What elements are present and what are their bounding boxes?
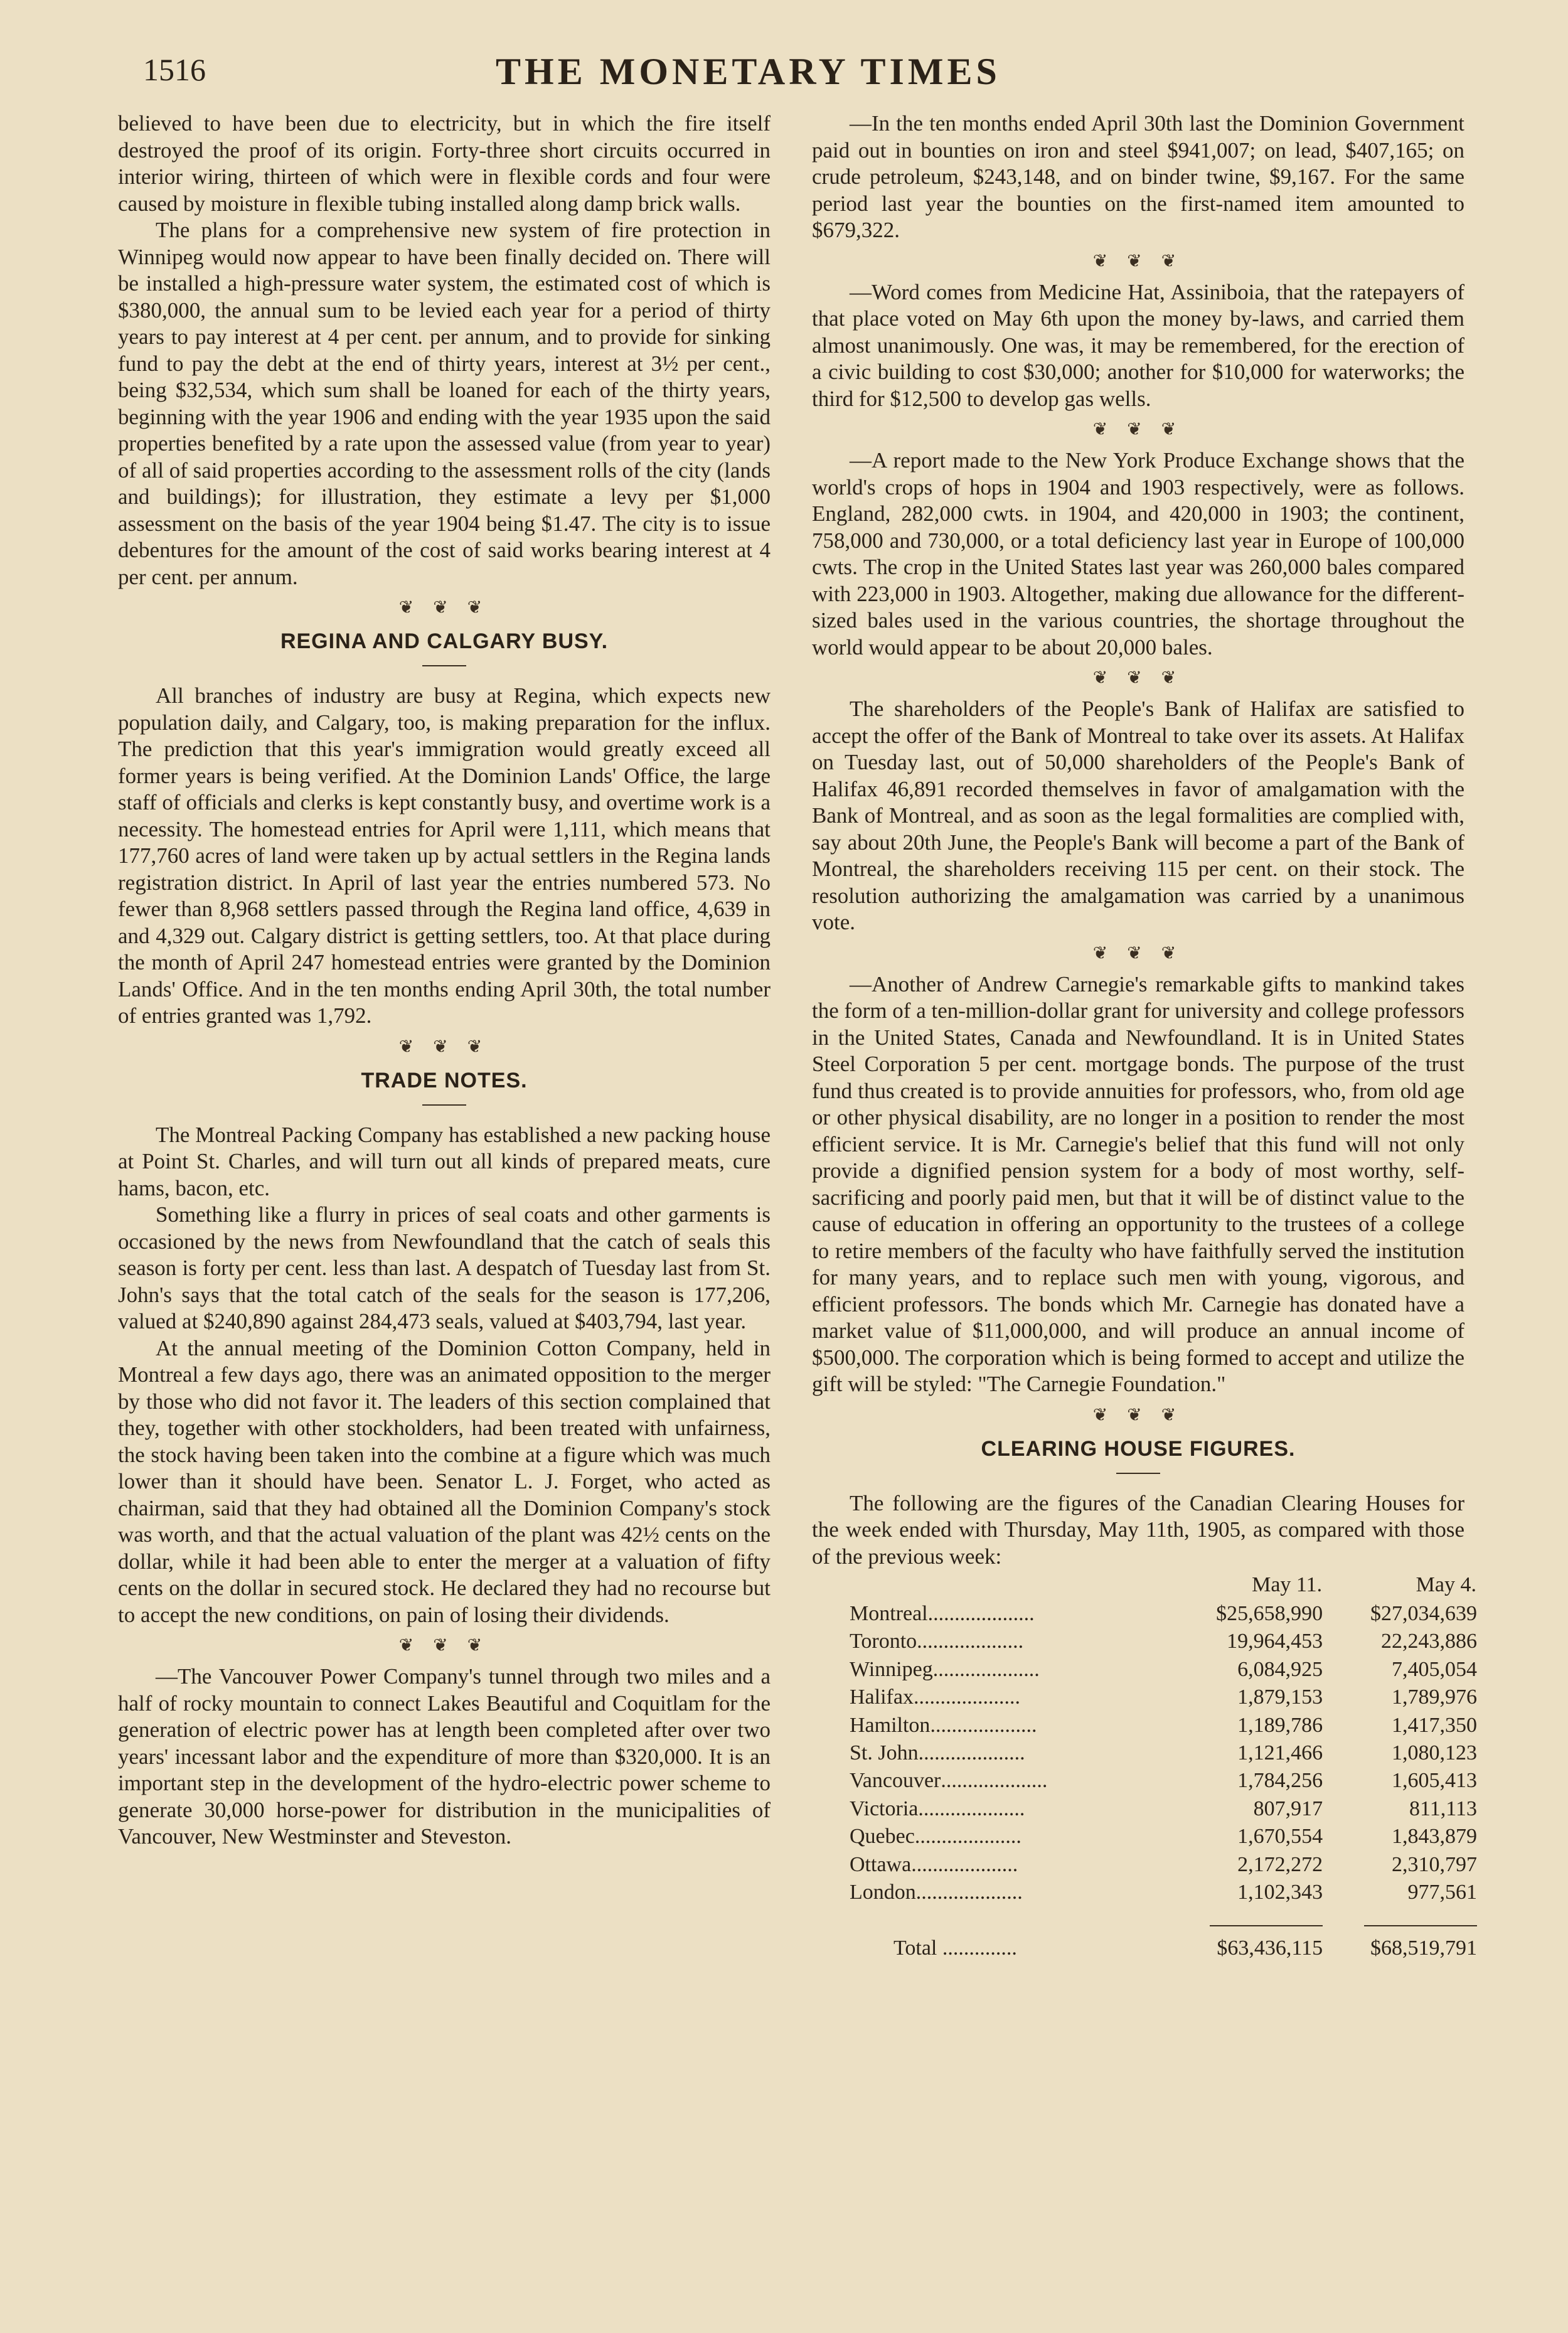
value-may4: 7,405,054	[1392, 1657, 1477, 1681]
value-may4: 1,789,976	[1392, 1685, 1477, 1709]
value-may11: 19,964,453	[1227, 1630, 1323, 1653]
table-row	[850, 1712, 1477, 1739]
total-rule	[1364, 1925, 1477, 1926]
value-may11: 1,879,153	[1237, 1685, 1323, 1709]
total-rule	[1210, 1925, 1323, 1926]
section-separator: ❦ ❦ ❦	[1092, 943, 1184, 963]
article-peoples-bank: The shareholders of the People's Bank of Halifax are satisfied to accept the offer of the Bank of Montreal to take over its assets. At Halifax on Tuesday last, out of 50,000 shareholders of the People's Bank of Halifax 46,891 recorded themselves in favor of amalgamation with the Bank of Montreal, and as soon as the legal formalities are complied with, say about 20th June, the People's Bank will become a part of the Bank of Montreal, the shareholders receiving 115 per cent. on their stock. The resolution authorizing the amalgamation was carried by a unanimous vote.	[812, 697, 1464, 934]
city-name: London....................	[850, 1881, 1023, 1904]
table-row	[850, 1879, 1477, 1906]
table-row	[850, 1823, 1477, 1850]
headline-regina-calgary: REGINA AND CALGARY BUSY.	[280, 629, 609, 653]
section-separator: ❦ ❦ ❦	[1092, 1405, 1184, 1425]
article-winnipeg-fire-protection: The plans for a comprehensive new system of fire protection in Winnipeg would now appear to have been finally decided on. There will be installed a high-pressure water system, the estimated cost of which is $380,000, the annual sum to be levied each year for a period of thirty years to pay interest at 4 per cent. per annum, and to provide for sinking fund to pay the debt at the end of thirty years, interest at 3½ per cent., being $32,534, which sum shall be loaned for each of the thirty years, beginning with the year 1906 and ending with the year 1935 upon the said properties benefited by a rate upon the assessed value (from year to year) of all of said properties according to the assessment rolls of the city (lands and buildings); for illustration, they estimate a levy per $1,000 assessment on the basis of the year 1904 being $1.47. The city is to issue debentures for the amount of the cost of said works bearing interest at 4 per cent. per annum.	[118, 218, 771, 589]
value-may4: 1,080,123	[1392, 1741, 1477, 1765]
article-hops-crop: —A report made to the New York Produce Exchange shows that the world's crops of hops in 1904 and 1903 respectively, were as follows. England, 282,000 cwts. in 1904, and 420,000 in 1903; the continent, 758,000 and 730,000, or a total deficiency last year in Europe of 100,000 cwts. The crop in the United States last year was 260,000 bales compared with 223,000 in 1903. Altogether, making due allowance for the different-sized bales used in the various countries, the shortage throughout the world would appear to be about 20,000 bales.	[812, 448, 1464, 659]
headline-clearing-house: CLEARING HOUSE FIGURES.	[981, 1436, 1296, 1461]
city-name: Winnipeg....................	[850, 1657, 1040, 1681]
value-may11: 6,084,925	[1237, 1657, 1323, 1681]
article-clearing-house-intro: The following are the figures of the Canadian Clearing Houses for the week ended with Thursday, May 11th, 1905, as compared with those of the previous week:	[812, 1490, 1464, 1569]
headline-rule	[1116, 1473, 1160, 1474]
value-may4: 22,243,886	[1381, 1630, 1477, 1653]
table-row	[850, 1767, 1477, 1795]
value-may11: 1,189,786	[1237, 1713, 1323, 1737]
value-may4: 811,113	[1409, 1796, 1477, 1820]
article-regina-calgary: All branches of industry are busy at Regina, which expects new population daily, and Calgary, too, is making preparation for the influx. The prediction that this year's immigration would greatly exceed all former years is being verified. At the Dominion Lands' Office, the large staff of officials and clerks is kept constantly busy, and overtime work is a necessity. The homestead entries for April were 1,111, which means that 177,760 acres of land were taken up by actual settlers in the Regina lands registration district. In April of last year the entries numbered 573. No fewer than 8,968 settlers passed through the Regina land office, 4,639 in and 4,329 out. Calgary district is getting settlers, too. At that place during the month of April 247 homestead entries were granted by the Dominion Lands' Office. And in the ten months ending April 30th, the total number of entries granted was 1,792.	[118, 683, 771, 1028]
article-montreal-packing: The Montreal Packing Company has established a new packing house at Point St. Charles, and will turn out all kinds of prepared meats, cure hams, bacon, etc.	[118, 1122, 771, 1200]
table-row	[850, 1684, 1477, 1711]
article-medicine-hat: —Word comes from Medicine Hat, Assiniboia, that the ratepayers of that place voted on May 6th upon the money by-laws, and carried them almost unanimously. One was, it may be remembered, for the erection of a civic building to cost $30,000; another for $10,000 for waterworks; the third for $12,500 to develop gas wells.	[812, 279, 1464, 411]
table-row	[850, 1600, 1477, 1628]
city-name: Halifax....................	[850, 1685, 1020, 1709]
headline-rule	[422, 1104, 466, 1106]
section-separator: ❦ ❦ ❦	[1092, 420, 1184, 439]
value-may11: 807,917	[1253, 1796, 1323, 1820]
headline-trade-notes: TRADE NOTES.	[361, 1068, 528, 1092]
value-may4: 2,310,797	[1392, 1852, 1477, 1876]
city-name: St. John....................	[850, 1741, 1025, 1765]
article-vancouver-power: —The Vancouver Power Company's tunnel through two miles and a half of rocky mountain to connect Lakes Beautiful and Coquitlam for the generation of electric power has at length been completed after over two years' incessant labor and the expenditure of more than $320,000. It is an important step in the development of the hydro-electric power scheme to generate 30,000 horse-power for distribution in the municipalities of Vancouver, New Westminster and Steveston.	[118, 1664, 771, 1849]
article-dominion-cotton: At the annual meeting of the Dominion Cotton Company, held in Montreal a few days ago, there was an animated opposition to the merger by those who did not favor it. The leaders of this section complained that they, together with other stockholders, had been treated with unfairness, the stock having been taken into the combine at a figure which was much lower than it should have been. Senator L. J. Forget, who acted as chairman, said that they had obtained all the Dominion Company's stock was worth, and that the actual valuation of the plant was 42½ cents on the dollar, while it had been able to enter the merger at a valuation of fifty cents on the dollar in secured stock. He declared they had no recourse but to accept the new conditions, on pain of losing their dividends.	[118, 1335, 771, 1627]
total-may4: $68,519,791	[1370, 1936, 1477, 1960]
city-name: Victoria....................	[850, 1796, 1025, 1820]
table-row	[850, 1739, 1477, 1767]
clearing-total-row	[850, 1935, 1477, 1962]
total-rule-row	[850, 1906, 1477, 1934]
value-may11: 1,784,256	[1237, 1769, 1323, 1793]
table-row	[850, 1628, 1477, 1655]
right-column	[812, 110, 1477, 1962]
total-may11: $63,436,115	[1217, 1936, 1323, 1960]
city-name: Hamilton....................	[850, 1713, 1037, 1737]
value-may11: 2,172,272	[1237, 1852, 1323, 1876]
city-name: Toronto....................	[850, 1630, 1024, 1653]
page-number: 1516	[143, 52, 206, 87]
section-separator: ❦ ❦ ❦	[398, 1636, 490, 1655]
table-row	[850, 1851, 1477, 1879]
value-may4: 1,417,350	[1392, 1713, 1477, 1737]
city-name: Vancouver....................	[850, 1769, 1048, 1793]
table-row	[850, 1795, 1477, 1823]
section-separator: ❦ ❦ ❦	[1092, 251, 1184, 271]
city-name: Montreal....................	[850, 1602, 1035, 1625]
value-may4: 1,605,413	[1392, 1769, 1477, 1793]
article-bounties: —In the ten months ended April 30th last the Dominion Government paid out in bounties on iron and steel $941,007; on lead, $407,165; on crude petroleum, $243,148, and on binder twine, $9,167. For the same period last year the bounties on the first-named item amounted to $679,322.	[812, 111, 1464, 242]
clearing-table-body	[850, 1600, 1477, 1906]
headline-rule	[422, 665, 466, 666]
clearing-house-table	[850, 1570, 1477, 1962]
value-may11: $25,658,990	[1216, 1602, 1323, 1625]
value-may4: 977,561	[1407, 1881, 1477, 1904]
left-column	[118, 110, 771, 1850]
value-may4: 1,843,879	[1392, 1825, 1477, 1849]
section-separator: ❦ ❦ ❦	[398, 1037, 490, 1057]
value-may4: $27,034,639	[1370, 1602, 1477, 1625]
article-carnegie-foundation: —Another of Andrew Carnegie's remarkable gifts to mankind takes the form of a ten-million-dollar grant for university and college professors in the United States, Canada and Newfoundland. It is in United States Steel Corporation 5 per cent. mortgage bonds. The purpose of the trust fund thus created is to provide annuities for professors, who, from old age or other physical disability, are no longer in a position to render the most efficient service. It is Mr. Carnegie's belief that this fund will not only provide a dignified pension system for a body of most worthy, self-sacrificing and poorly paid men, but that it will be of distinct value to the cause of education in offering an opportunity to the trustees of a college to retire members of the faculty who have faithfully served the institution for many years, and to replace such men with young, vigorous, and efficient professors. The bonds which Mr. Carnegie has donated have a market value of $11,000,000, and will produce an annual income of $500,000. The corporation which is being formed to accept and utilize the gift will be styled: "The Carnegie Foundation."	[812, 971, 1464, 1396]
column-header-may4: May 4.	[1416, 1573, 1476, 1596]
table-row	[850, 1656, 1477, 1684]
section-separator: ❦ ❦ ❦	[398, 598, 490, 617]
article-seal-coats: Something like a flurry in prices of seal coats and other garments is occasioned by the news from Newfoundland that the catch of seals this season is forty per cent. less than last. A despatch of Tuesday last from St. John's says that the total catch of the seals for the season is 177,206, valued at $240,890 against 284,473 seals, valued at $403,794, last year.	[118, 1202, 771, 1333]
value-may11: 1,102,343	[1237, 1881, 1323, 1904]
column-header-may11: May 11.	[1252, 1573, 1323, 1596]
section-separator: ❦ ❦ ❦	[1092, 668, 1184, 688]
article-electricity-continued: believed to have been due to electricity, but in which the fire itself destroyed the proof of its origin. Forty-three short circuits occurred in interior wiring, thirteen of which were in flexible cords and four were caused by moisture in flexible tubing installed along damp brick walls.	[118, 111, 771, 216]
masthead: THE MONETARY TIMES	[496, 51, 1001, 92]
city-name: Ottawa....................	[850, 1852, 1018, 1876]
city-name: Quebec....................	[850, 1825, 1021, 1849]
value-may11: 1,670,554	[1237, 1825, 1323, 1849]
value-may11: 1,121,466	[1237, 1741, 1323, 1765]
clearing-table-header	[850, 1570, 1477, 1600]
total-label: Total ..............	[893, 1936, 1017, 1960]
